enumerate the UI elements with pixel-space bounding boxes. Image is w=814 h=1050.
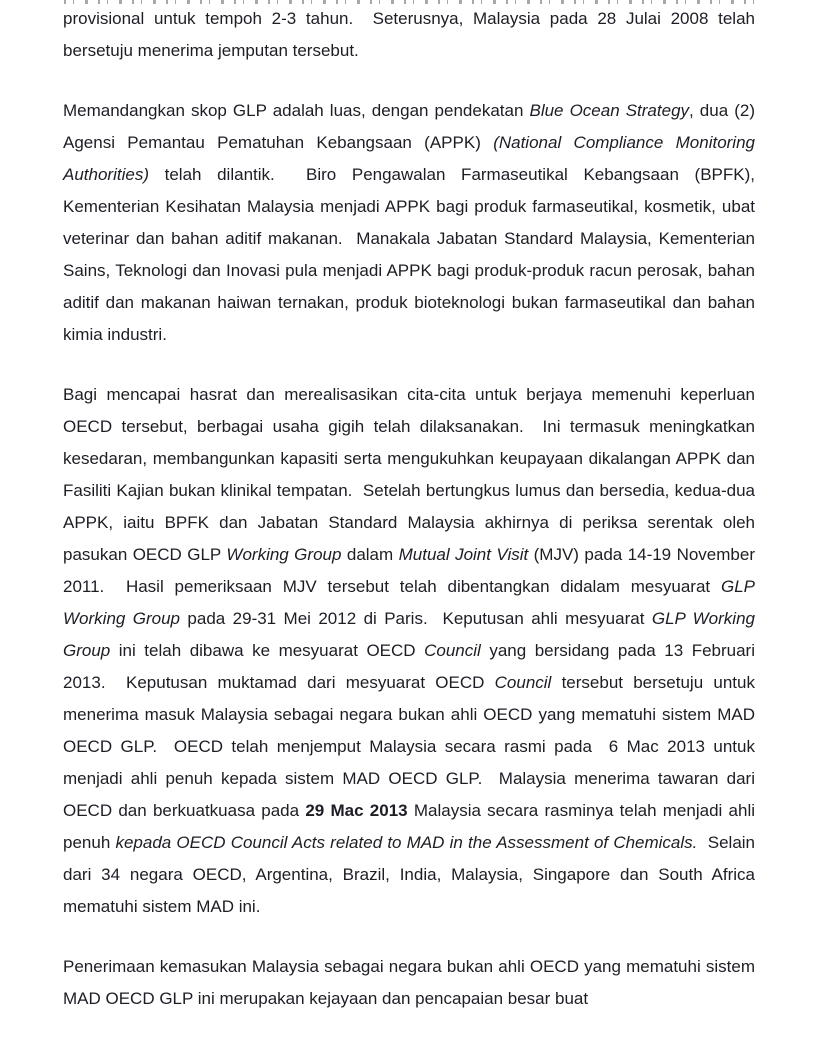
text-segment-normal: , dua (2) Agensi Pemantau Pematuhan Kebangsaan (APPK) [63, 101, 756, 152]
text-segment-normal: Malaysia secara rasminya telah menjadi ahli penuh [63, 801, 755, 852]
text-segment-bold: 29 Mac 2013 [305, 801, 408, 820]
text-segment-normal: (MJV) pada 14-19 November 2011. Hasil pemeriksaan MJV tersebut telah dibentangkan didalam mesyuarat [63, 545, 755, 596]
text-segment-italic: GLP Working Group [63, 609, 755, 660]
text-segment-normal: ini telah dibawa ke mesyuarat OECD [110, 641, 425, 660]
text-segment-normal: Penerimaan kemasukan Malaysia sebagai negara bukan ahli OECD yang mematuhi sistem MAD OECD GLP ini merupakan kejayaan dan pencapaian besar buat [63, 957, 755, 1008]
text-segment-normal: Selain dari 34 negara OECD, Argentina, Brazil, India, Malaysia, Singapore dan South Africa mematuhi sistem MAD ini. [63, 833, 756, 916]
paragraph-4 [63, 951, 755, 1015]
text-segment-italic: GLP Working Group [63, 577, 755, 628]
text-segment-normal: tersebut bersetuju untuk menerima masuk Malaysia sebagai negara bukan ahli OECD yang mematuhi sistem MAD OECD GLP. OECD telah menjemput Malaysia secara rasmi pada 6 Mac 2013 untuk menjadi ahli penuh kepada sistem MAD OECD GLP. Malaysia menerima tawaran dari OECD dan berkuatkuasa pada [63, 673, 755, 820]
text-segment-normal: yang bersidang pada 13 Februari 2013. Keputusan muktamad dari mesyuarat OECD [63, 641, 755, 692]
text-segment-italic: Mutual Joint Visit [398, 545, 529, 564]
paragraph-1 [63, 3, 755, 67]
text-segment-italic: Council [424, 641, 481, 660]
text-segment-italic: kepada OECD Council Acts related to MAD in the Assessment of Chemicals. [115, 833, 698, 852]
text-segment-normal: provisional untuk tempoh 2-3 tahun. Seterusnya, Malaysia pada 28 Julai 2008 telah bersetuju menerima jemputan tersebut. [63, 9, 755, 60]
text-segment-normal: Memandangkan skop GLP adalah luas, dengan pendekatan [63, 101, 530, 120]
text-segment-normal: Bagi mencapai hasrat dan merealisasikan cita-cita untuk berjaya memenuhi keperluan OECD tersebut, berbagai usaha gigih telah dilaksanakan. Ini termasuk meningkatkan kesedaran, membangunkan kapasiti serta mengukuhkan keupayaan dikalangan APPK dan Fasiliti Kajian bukan klinikal tempatan. Setelah bertungkus lumus dan bersedia, kedua-dua APPK, iaitu BPFK dan Jabatan Standard Malaysia akhirnya di periksa serentak oleh pasukan OECD GLP [63, 385, 755, 564]
text-segment-italic: Blue Ocean Strategy [529, 101, 690, 120]
paragraph-2 [63, 95, 755, 351]
text-segment-normal: dalam [341, 545, 399, 564]
text-segment-italic: Working Group [226, 545, 342, 564]
text-segment-italic: Council [494, 673, 552, 692]
text-segment-normal: pada 29-31 Mei 2012 di Paris. Keputusan ahli mesyuarat [180, 609, 652, 628]
text-segment-normal: telah dilantik. Biro Pengawalan Farmaseutikal Kebangsaan (BPFK), Kementerian Kesihatan Malaysia menjadi APPK bagi produk farmaseutikal, kosmetik, ubat veterinar dan bahan aditif makanan. Manakala Jabatan Standard Malaysia, Kementerian Sains, Teknologi dan Inovasi pula menjadi APPK bagi produk-produk racun perosak, bahan aditif dan makanan haiwan ternakan, produk bioteknologi bukan farmaseutikal dan bahan kimia industri. [63, 165, 755, 344]
paragraph-3 [63, 379, 755, 923]
text-column [63, 3, 755, 1043]
text-segment-italic: (National Compliance Monitoring Authorities) [63, 133, 755, 184]
